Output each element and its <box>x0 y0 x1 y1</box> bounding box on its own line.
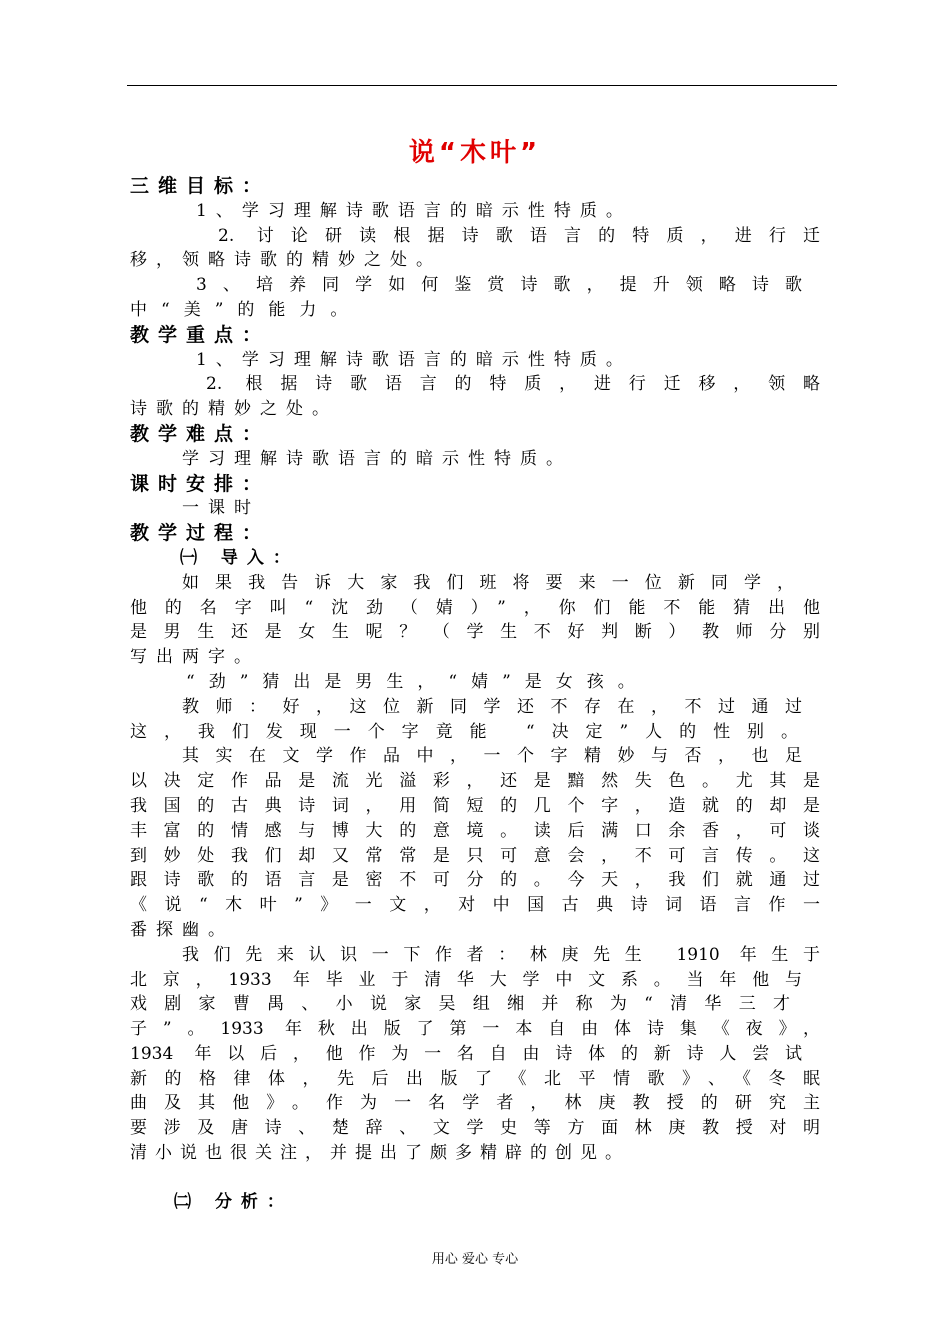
key-item: 2. 根据诗歌语言的特质，进行迁移，领略 <box>206 374 820 395</box>
document-title: 说“木叶” <box>408 138 542 168</box>
page-footer: 用心 爱心 专心 <box>431 1252 519 1267</box>
paragraph-line: 写出两字。 <box>130 647 260 668</box>
header-rule <box>127 85 837 86</box>
key-item: 1、学习理解诗歌语言的暗示性特质。 <box>196 349 632 370</box>
document-body <box>130 174 820 1215</box>
schedule-item: 一课时 <box>182 498 260 519</box>
paragraph-line: 跟诗歌的语言是密不可分的。今天，我们就通过 <box>130 870 820 891</box>
difficulty-item: 学习理解诗歌语言的暗示性特质。 <box>182 448 572 469</box>
paragraph-line: 要涉及唐诗、楚辞、文学史等方面林庚教授对明 <box>130 1118 820 1139</box>
paragraph-line: 曲及其他》。作为一名学者，林庚教授的研究主 <box>130 1093 820 1114</box>
paragraph-line: 我国的古典诗词，用简短的几个字，造就的却是 <box>130 795 820 816</box>
paragraph-line: 其实在文学作品中，一个字精妙与否，也足 <box>182 746 802 767</box>
goal-item: 3、培养同学如何鉴赏诗歌，提升领略诗歌 <box>196 275 802 296</box>
paragraph-line: “劲”猜出是男生，“婧”是女孩。 <box>186 671 649 692</box>
goal-item: 移，领略诗歌的精妙之处。 <box>130 250 442 271</box>
section-heading-goals: 三维目标： <box>130 175 271 197</box>
paragraph-line: 番探幽。 <box>130 919 234 940</box>
subsection-heading-analysis: ㈡ 分析： <box>174 1191 293 1212</box>
paragraph-line: 戏剧家曹禺、小说家吴组缃并称为“清华三才 <box>130 994 790 1015</box>
section-heading-difficulty: 教学难点： <box>130 422 271 445</box>
paragraph-line: 教师：好，这位新同学还不存在，不过通过 <box>182 696 802 717</box>
section-heading-schedule: 课时安排： <box>130 472 271 495</box>
paragraph-gap <box>130 1166 820 1190</box>
paragraph-line: 新的格律体，先后出版了《北平情歌》、《冬眠 <box>130 1068 820 1089</box>
section-heading-process: 教学过程： <box>130 522 271 545</box>
goal-item: 1、学习理解诗歌语言的暗示性特质。 <box>196 200 632 221</box>
section-heading-key: 教学重点： <box>130 323 271 346</box>
paragraph-line: 清小说也很关注，并提出了颇多精辟的创见。 <box>130 1143 630 1164</box>
paragraph-line: 丰富的情感与博大的意境。读后满口余香，可谈 <box>130 820 820 841</box>
paragraph-line: 子”。1933 年秋出版了第一本自由体诗集《夜》， <box>130 1019 820 1040</box>
goal-item: 中“美”的能力。 <box>130 299 362 320</box>
paragraph-line: 1934 年以后，他作为一名自由诗体的新诗人尝试 <box>130 1043 802 1064</box>
paragraph-line: 我们先来认识一下作者：林庚先生 1910 年生于 <box>182 944 820 965</box>
paragraph-line: 这，我们发现一个字竟能 “决定”人的性别。 <box>130 721 798 742</box>
key-item: 诗歌的精妙之处。 <box>130 399 338 420</box>
paragraph-line: 到妙处我们却又常常是只可意会，不可言传。这 <box>130 845 820 866</box>
paragraph-line: 他的名字叫“沈劲（婧）”，你们能不能猜出他 <box>130 597 820 618</box>
goal-item: 2. 讨论研读根据诗歌语言的特质，进行迁 <box>218 225 820 246</box>
paragraph-line: 《说“木叶”》一文，对中国古典诗词语言作一 <box>130 895 820 916</box>
paragraph-line: 北京，1933 年毕业于清华大学中文系。当年他与 <box>130 969 802 990</box>
subsection-heading-intro: ㈠ 导入： <box>180 547 299 568</box>
paragraph-line: 如果我告诉大家我们班将要来一位新同学， <box>182 572 794 593</box>
paragraph-line: 是男生还是女生呢？（学生不好判断）教师分别 <box>130 622 820 643</box>
paragraph-line: 以决定作品是流光溢彩，还是黯然失色。尤其是 <box>130 771 820 792</box>
